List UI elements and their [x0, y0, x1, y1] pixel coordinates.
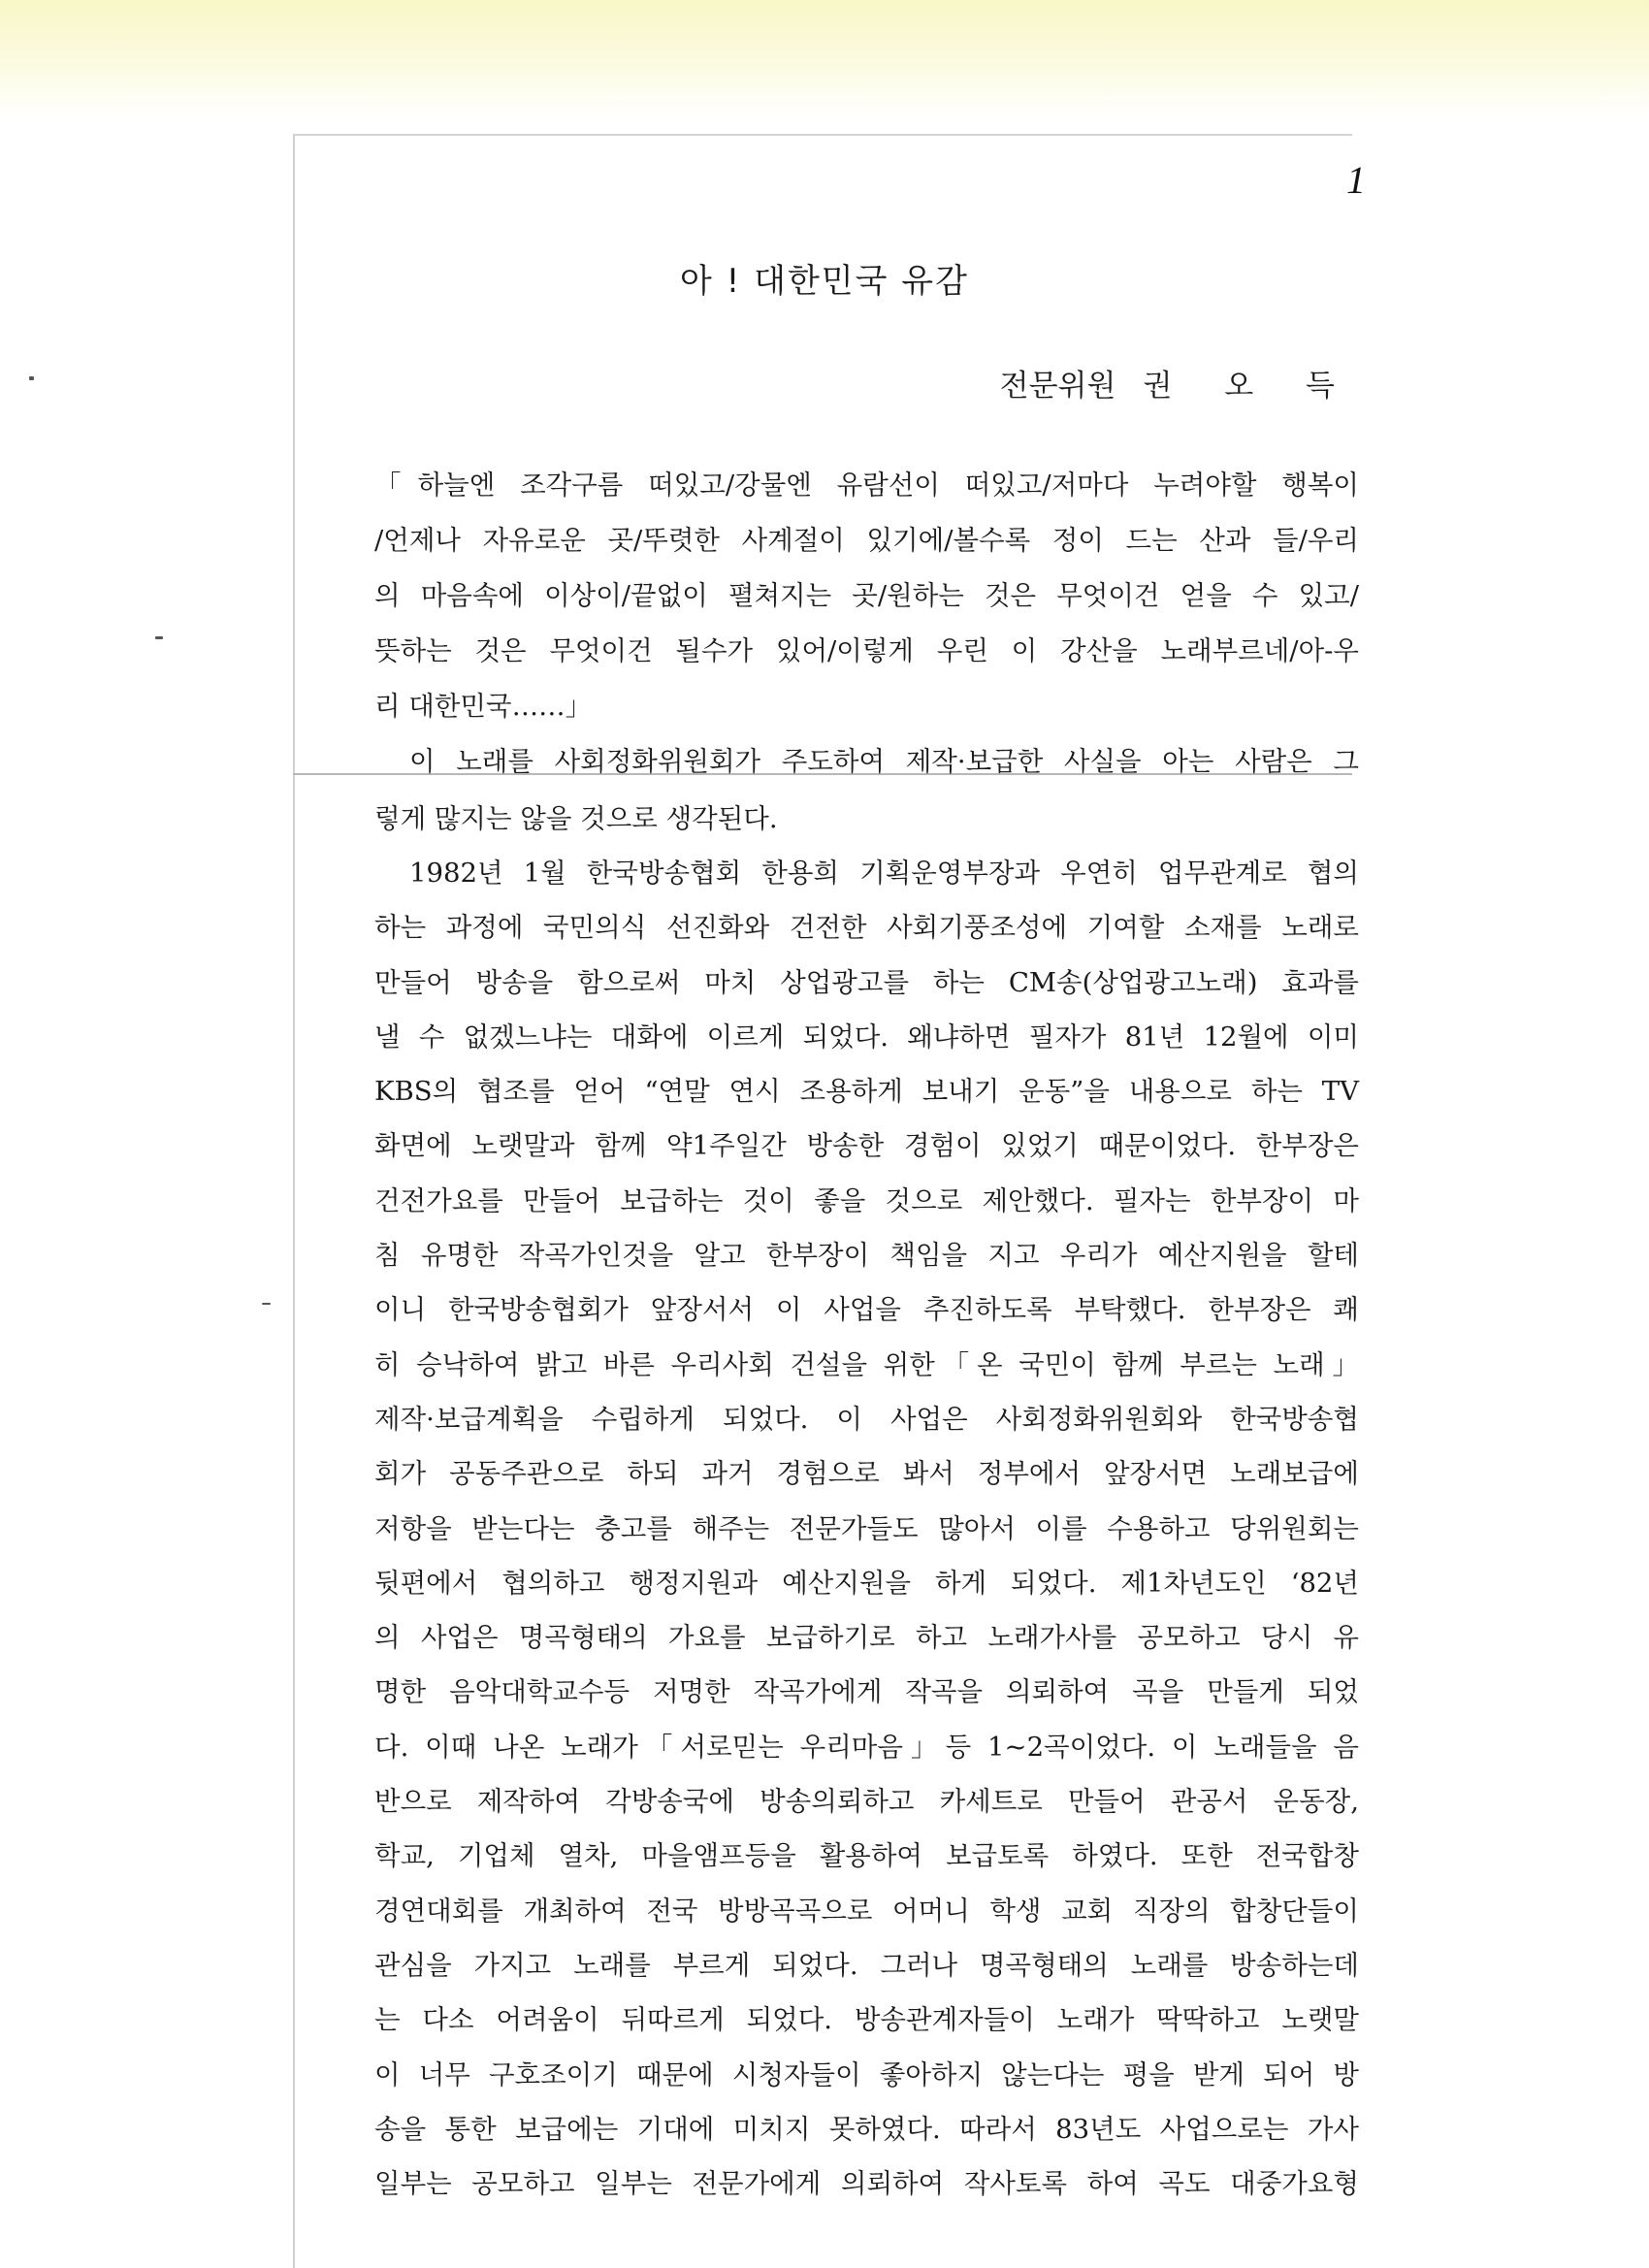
text-line: KBS의 협조를 얻어 “연말 연시 조용하게 보내기 운동”을 내용으로 하는 TV [374, 1076, 1359, 1108]
lyrics-paragraph [374, 458, 1359, 790]
text-line: 1982년 1월 한국방송협회 한용희 기획운영부장과 우연히 업무관계로 협의 [409, 858, 1359, 889]
author-role: 전문위원 [999, 369, 1116, 404]
text-line: 다. 이때 나온 노래가「서로믿는 우리마음」등 1~2곡이었다. 이 노래들을 음 [374, 1731, 1359, 1763]
text-line: 히 승낙하여 밝고 바른 우리사회 건설을 위한「온 국민이 함께 부르는 노래」 [374, 1348, 1359, 1380]
text-line: 반으로 제작하여 각방송국에 방송의뢰하고 카세트로 만들어 관공서 운동장, [374, 1786, 1359, 1818]
text-line: 학교, 기업체 열차, 마을앰프등을 활용하여 보급토록 하였다. 또한 전국합창 [374, 1840, 1359, 1872]
text-line: 는 다소 어려움이 뒤따르게 되었다. 방송관계자들이 노래가 딱딱하고 노랫말 [374, 2004, 1359, 2036]
document-title: 아 ! 대한민국 유감 [680, 262, 969, 301]
text-line: 명한 음악대학교수등 저명한 작곡가에게 작곡을 의뢰하여 곡을 만들게 되었 [374, 1676, 1359, 1708]
text-line: 만들어 방송을 함으로써 마치 상업광고를 하는 CM송(상업광고노래) 효과를 [374, 966, 1359, 998]
text-line: 뒷편에서 협의하고 행정지원과 예산지원을 하게 되었다. 제1차년도인 ‘82년 [374, 1567, 1359, 1599]
text-line: 「하늘엔 조각구름 떠있고/강물엔 유람선이 떠있고/저마다 누려야할 행복이 [374, 470, 1359, 501]
body-paragraph [374, 846, 1359, 2211]
text-line: 송을 통한 보급에는 기대에 미치지 못하였다. 따라서 83년도 사업으로는 가사 [374, 2113, 1359, 2145]
text-line: 저항을 받는다는 충고를 해주는 전문가들도 많아서 이를 수용하고 당위원회는 [374, 1512, 1359, 1544]
text-line: 화면에 노랫말과 함께 약1주일간 방송한 경험이 있었기 때문이었다. 한부장은 [374, 1130, 1359, 1162]
text-line: 침 유명한 작곡가인것을 알고 한부장이 책임을 지고 우리가 예산지원을 할테 [374, 1240, 1359, 1272]
scan-speck [29, 376, 34, 380]
text-line: 이니 한국방송협회가 앞장서서 이 사업을 추진하도록 부탁했다. 한부장은 쾌 [374, 1294, 1359, 1326]
text-line: 리 대한민국……」 [374, 691, 593, 722]
text-line: 건전가요를 만들어 보급하는 것이 좋을 것으로 제안했다. 필자는 한부장이 마 [374, 1184, 1359, 1216]
author-line [1000, 361, 1356, 405]
scan-top-tint [0, 0, 1649, 116]
text-line: 경연대회를 개최하여 전국 방방곡곡으로 어머니 학생 교회 직장의 합창단들이 [374, 1895, 1359, 1927]
text-line: 뜻하는 것은 무엇이건 될수가 있어/이렇게 우린 이 강산을 노래부르네/아-우 [374, 635, 1359, 666]
scan-speck [155, 636, 163, 639]
text-line: 렇게 많지는 않을 것으로 생각된다. [374, 803, 778, 834]
text-line: 일부는 공모하고 일부는 전문가에게 의뢰하여 작사토록 하여 곡도 대중가요형 [374, 2168, 1359, 2200]
text-line: 하는 과정에 국민의식 선진화와 건전한 사회기풍조성에 기여할 소재를 노래로 [374, 912, 1359, 944]
text-line: 의 마음속에 이상이/끝없이 펼쳐지는 곳/원하는 것은 무엇이건 얻을 수 있고/ [374, 580, 1359, 611]
text-line: 이 너무 구호조이기 때문에 시청자들이 좋아하지 않는다는 평을 받게 되어 방 [374, 2058, 1359, 2090]
text-line: 이 노래를 사회정화위원회가 주도하여 제작·보급한 사실을 아는 사람은 그 [409, 746, 1359, 777]
text-line: 의 사업은 명곡형태의 가요를 보급하기로 하고 노래가사를 공모하고 당시 유 [374, 1622, 1359, 1654]
text-line: 관심을 가지고 노래를 부르게 되었다. 그러나 명곡형태의 노래를 방송하는데 [374, 1949, 1359, 1981]
text-line: 제작·보급계획을 수립하게 되었다. 이 사업은 사회정화위원회와 한국방송협 [374, 1403, 1359, 1435]
scan-speck [262, 1303, 271, 1305]
text-line: /언제나 자유로운 곳/뚜렷한 사계절이 있기에/볼수록 정이 드는 산과 들/우리 [374, 525, 1359, 556]
author-name: 권 오 득 [1143, 369, 1356, 404]
page-number: 1 [1346, 158, 1366, 202]
text-line: 회가 공동주관으로 하되 과거 경험으로 봐서 정부에서 앞장서면 노래보급에 [374, 1458, 1359, 1490]
text-line: 낼 수 없겠느냐는 대화에 이르게 되었다. 왜냐하면 필자가 81년 12월에 이미 [374, 1021, 1359, 1053]
paragraph-continuation [374, 792, 1359, 846]
